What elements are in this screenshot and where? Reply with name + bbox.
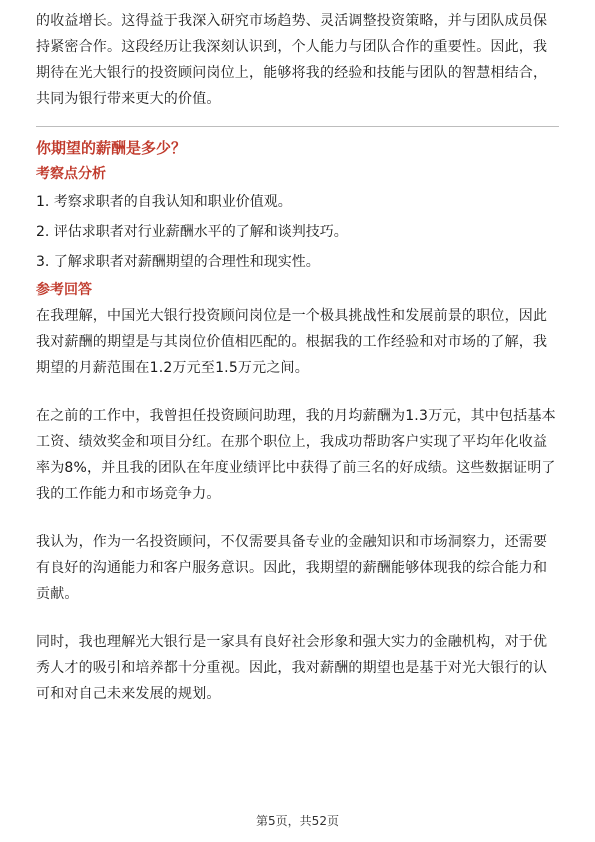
- answer-paragraph: 在之前的工作中，我曾担任投资顾问助理，我的月均薪酬为1.3万元，其中包括基本工资、绩效奖金和项目分红。在那个职位上，我成功帮助客户实现了平均年化收益率为8%，并且我的团队在年度业绩评比中获得了前三名的好成绩。这些数据证明了我的工作能力和市场竞争力。: [36, 408, 556, 502]
- analysis-heading: 考察点分析: [36, 166, 106, 182]
- paragraph-gap: [36, 607, 559, 629]
- paragraph-gap: [36, 507, 559, 529]
- analysis-item: 2. 评估求职者对行业薪酬水平的了解和谈判技巧。: [36, 224, 348, 240]
- analysis-item: 3. 了解求职者对薪酬期望的合理性和现实性。: [36, 254, 320, 270]
- page-number: 第5页，共52页: [256, 814, 339, 828]
- paragraph-gap: [36, 381, 559, 403]
- answer-paragraph: 在我理解，中国光大银行投资顾问岗位是一个极具挑战性和发展前景的职位，因此我对薪酬的期望是与其岗位价值相匹配的。根据我的工作经验和对市场的了解，我期望的月薪范围在1.2万元至1.5万元之间。: [36, 308, 548, 376]
- answer-paragraph: 我认为，作为一名投资顾问，不仅需要具备专业的金融知识和市场洞察力，还需要有良好的沟通能力和客户服务意识。因此，我期望的薪酬能够体现我的综合能力和贡献。: [36, 534, 548, 602]
- analysis-item: 1. 考察求职者的自我认知和职业价值观。: [36, 194, 292, 210]
- question-title: 你期望的薪酬是多少？: [36, 139, 187, 157]
- answer-paragraph: 同时，我也理解光大银行是一家具有良好社会形象和强大实力的金融机构，对于优秀人才的吸引和培养都十分重视。因此，我对薪酬的期望也是基于对光大银行的认可和对自己未来发展的规划。: [36, 634, 548, 702]
- analysis-list: [36, 187, 559, 277]
- section-divider: [36, 126, 559, 127]
- intro-paragraph: 的收益增长。这得益于我深入研究市场趋势、灵活调整投资策略，并与团队成员保持紧密合作。这段经历让我深刻认识到，个人能力与团队合作的重要性。因此，我期待在光大银行的投资顾问岗位上，能够将我的经验和技能与团队的智慧相结合，共同为银行带来更大的价值。: [36, 13, 548, 107]
- document-page: [36, 0, 559, 707]
- answer-heading: 参考回答: [36, 282, 92, 298]
